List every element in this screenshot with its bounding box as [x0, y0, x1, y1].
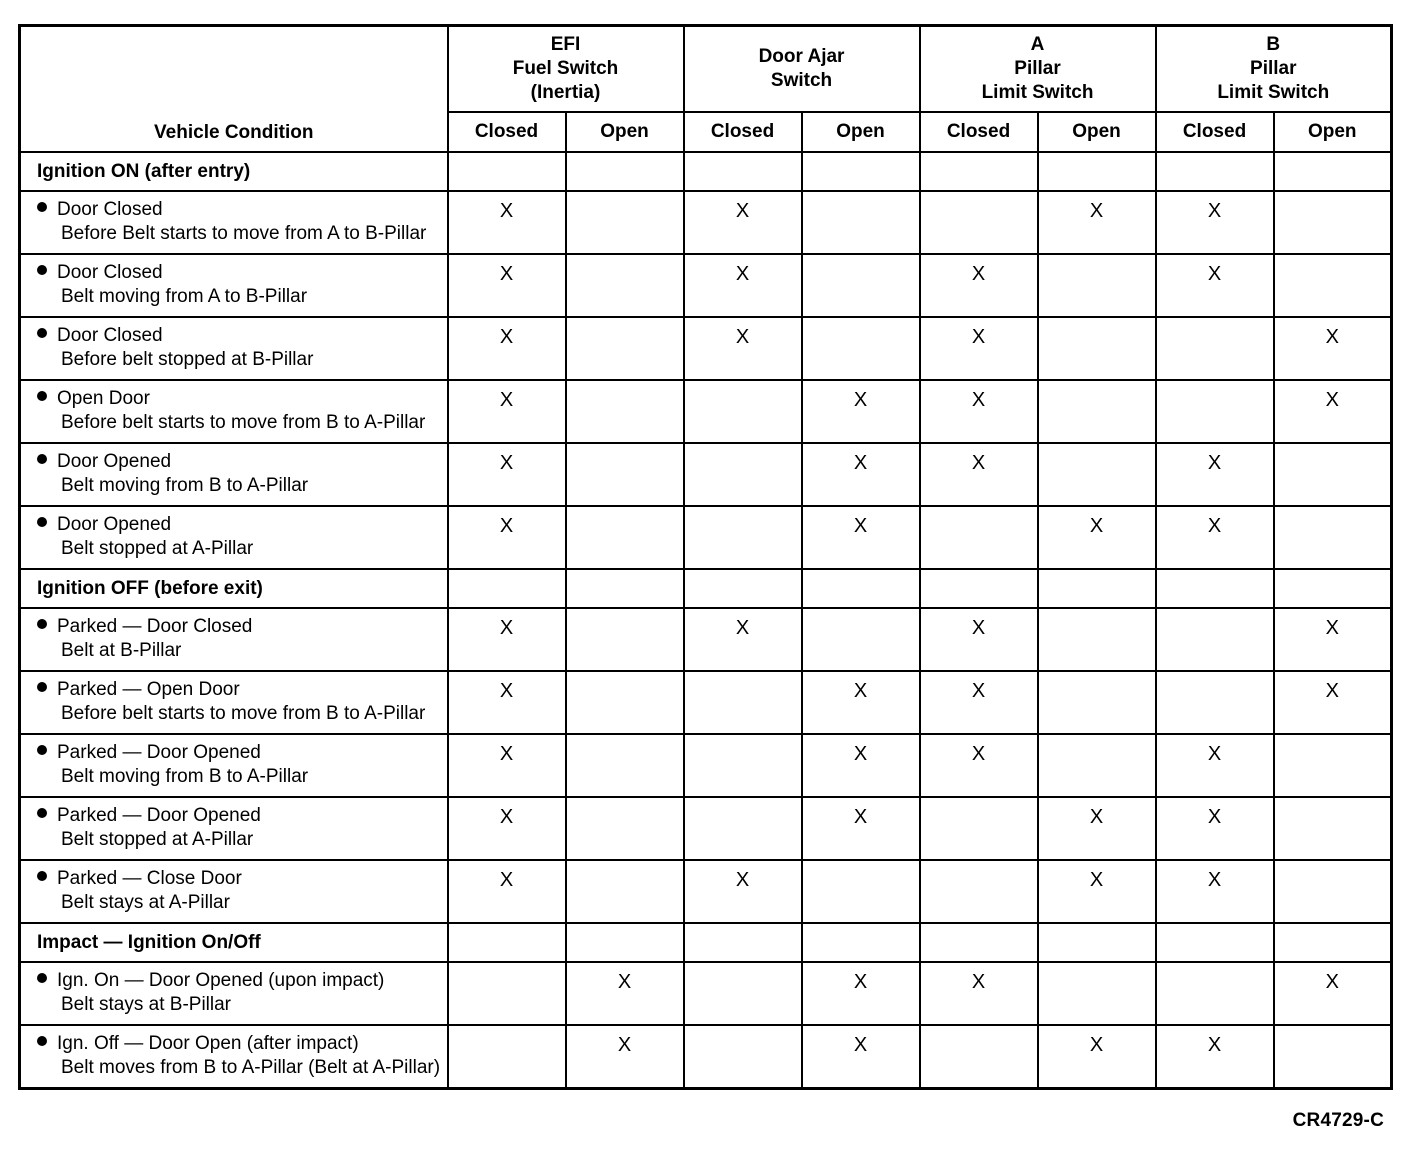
- x-mark: X: [448, 797, 566, 860]
- condition-secondary: Belt stays at A-Pillar: [61, 892, 230, 913]
- empty-cell: [566, 860, 684, 923]
- x-mark: X: [684, 254, 802, 317]
- x-mark: X: [1274, 608, 1392, 671]
- condition-secondary: Before belt stopped at B-Pillar: [61, 349, 314, 370]
- empty-cell: [1274, 506, 1392, 569]
- empty-cell: [566, 734, 684, 797]
- empty-cell: [1274, 254, 1392, 317]
- x-mark: X: [684, 860, 802, 923]
- bullet-icon: [37, 871, 47, 881]
- condition-primary: [37, 615, 443, 639]
- empty-cell: [1156, 608, 1274, 671]
- header-line: Pillar: [1250, 58, 1297, 79]
- condition-cell: [20, 317, 448, 380]
- empty-cell: [448, 1025, 566, 1089]
- section-title: Impact — Ignition On/Off: [20, 923, 448, 962]
- efi-fuel-switch-header: [448, 26, 684, 113]
- x-mark: X: [448, 860, 566, 923]
- table-body: [20, 152, 1392, 1089]
- x-mark: X: [566, 962, 684, 1025]
- condition-secondary: Belt at B-Pillar: [61, 640, 182, 661]
- x-mark: X: [920, 608, 1038, 671]
- x-mark: X: [920, 317, 1038, 380]
- condition-cell: [20, 254, 448, 317]
- header-line: A: [1030, 34, 1045, 55]
- door-ajar-switch-header: [684, 26, 920, 113]
- empty-cell: [802, 608, 920, 671]
- empty-cell: [1156, 380, 1274, 443]
- bullet-icon: [37, 454, 47, 464]
- condition-secondary: Belt stopped at A-Pillar: [61, 829, 254, 850]
- condition-primary-text: Door Closed: [57, 199, 163, 220]
- bullet-icon: [37, 745, 47, 755]
- x-mark: X: [1274, 317, 1392, 380]
- condition-primary: [37, 387, 443, 411]
- empty-cell: [1274, 797, 1392, 860]
- bullet-icon: [37, 202, 47, 212]
- x-mark: X: [1274, 380, 1392, 443]
- condition-primary-text: Parked — Close Door: [57, 868, 242, 889]
- x-mark: X: [802, 734, 920, 797]
- condition-cell: [20, 962, 448, 1025]
- empty-cell: [566, 380, 684, 443]
- bullet-icon: [37, 517, 47, 527]
- empty-cell: [802, 152, 920, 191]
- condition-primary-text: Ign. On — Door Opened (upon impact): [57, 970, 385, 991]
- condition-cell: [20, 734, 448, 797]
- empty-cell: [920, 569, 1038, 608]
- x-mark: X: [566, 1025, 684, 1089]
- condition-primary: [37, 969, 443, 993]
- bullet-icon: [37, 1036, 47, 1046]
- x-mark: X: [802, 962, 920, 1025]
- x-mark: X: [1156, 506, 1274, 569]
- x-mark: X: [448, 191, 566, 254]
- empty-cell: [1038, 152, 1156, 191]
- empty-cell: [566, 152, 684, 191]
- table-row: [20, 797, 1392, 860]
- empty-cell: [1156, 569, 1274, 608]
- empty-cell: [684, 797, 802, 860]
- condition-secondary: Before belt starts to move from B to A-Pillar: [61, 703, 426, 724]
- x-mark: X: [802, 380, 920, 443]
- empty-cell: [566, 671, 684, 734]
- empty-cell: [684, 506, 802, 569]
- empty-cell: [1038, 608, 1156, 671]
- empty-cell: [1156, 962, 1274, 1025]
- empty-cell: [684, 671, 802, 734]
- condition-primary: [37, 804, 443, 828]
- empty-cell: [566, 443, 684, 506]
- empty-cell: [1274, 191, 1392, 254]
- condition-primary: [37, 198, 443, 222]
- a-pillar-limit-switch-header: [920, 26, 1156, 113]
- condition-primary: [37, 741, 443, 765]
- empty-cell: [920, 1025, 1038, 1089]
- empty-cell: [566, 797, 684, 860]
- open-header: Open: [1038, 112, 1156, 152]
- empty-cell: [1038, 380, 1156, 443]
- condition-cell: [20, 1025, 448, 1089]
- empty-cell: [1038, 569, 1156, 608]
- empty-cell: [448, 152, 566, 191]
- condition-secondary: Belt moving from B to A-Pillar: [61, 766, 309, 787]
- condition-secondary: Before belt starts to move from B to A-Pillar: [61, 412, 426, 433]
- x-mark: X: [1274, 962, 1392, 1025]
- x-mark: X: [684, 191, 802, 254]
- x-mark: X: [920, 671, 1038, 734]
- condition-cell: [20, 860, 448, 923]
- condition-primary-text: Door Closed: [57, 325, 163, 346]
- x-mark: X: [802, 506, 920, 569]
- empty-cell: [1274, 734, 1392, 797]
- bullet-icon: [37, 973, 47, 983]
- condition-cell: [20, 191, 448, 254]
- table-row: [20, 1025, 1392, 1089]
- section-row: [20, 923, 1392, 962]
- empty-cell: [566, 191, 684, 254]
- x-mark: X: [1274, 671, 1392, 734]
- condition-primary-text: Parked — Door Closed: [57, 616, 253, 637]
- x-mark: X: [684, 608, 802, 671]
- empty-cell: [684, 1025, 802, 1089]
- x-mark: X: [1038, 191, 1156, 254]
- empty-cell: [448, 923, 566, 962]
- empty-cell: [1038, 962, 1156, 1025]
- x-mark: X: [448, 443, 566, 506]
- closed-header: Closed: [920, 112, 1038, 152]
- empty-cell: [1038, 671, 1156, 734]
- empty-cell: [802, 317, 920, 380]
- condition-cell: [20, 380, 448, 443]
- x-mark: X: [920, 254, 1038, 317]
- x-mark: X: [1156, 797, 1274, 860]
- section-row: [20, 569, 1392, 608]
- condition-primary: [37, 324, 443, 348]
- empty-cell: [1156, 671, 1274, 734]
- x-mark: X: [1156, 734, 1274, 797]
- header-line: B: [1266, 34, 1281, 55]
- table-row: [20, 317, 1392, 380]
- vehicle-condition-header: [20, 26, 448, 153]
- empty-cell: [1274, 1025, 1392, 1089]
- empty-cell: [802, 191, 920, 254]
- condition-cell: [20, 443, 448, 506]
- x-mark: X: [920, 380, 1038, 443]
- header-line: Limit Switch: [1217, 82, 1330, 103]
- condition-secondary: Before Belt starts to move from A to B-Pillar: [61, 223, 427, 244]
- header-line: (Inertia): [530, 82, 601, 103]
- empty-cell: [566, 923, 684, 962]
- empty-cell: [920, 797, 1038, 860]
- empty-cell: [1038, 317, 1156, 380]
- bullet-icon: [37, 808, 47, 818]
- condition-primary-text: Parked — Door Opened: [57, 805, 261, 826]
- empty-cell: [802, 569, 920, 608]
- empty-cell: [1274, 443, 1392, 506]
- x-mark: X: [920, 734, 1038, 797]
- x-mark: X: [684, 317, 802, 380]
- condition-primary: [37, 450, 443, 474]
- x-mark: X: [1038, 1025, 1156, 1089]
- empty-cell: [920, 191, 1038, 254]
- header-line: Pillar: [1014, 58, 1061, 79]
- empty-cell: [920, 152, 1038, 191]
- open-header: Open: [1274, 112, 1392, 152]
- x-mark: X: [448, 317, 566, 380]
- open-header: Open: [802, 112, 920, 152]
- vehicle-condition-label: Vehicle Condition: [154, 122, 314, 143]
- empty-cell: [1274, 923, 1392, 962]
- empty-cell: [1038, 254, 1156, 317]
- section-row: [20, 152, 1392, 191]
- condition-primary-text: Door Opened: [57, 514, 172, 535]
- bullet-icon: [37, 391, 47, 401]
- condition-primary: [37, 678, 443, 702]
- header-line: EFI: [550, 34, 581, 55]
- open-header: Open: [566, 112, 684, 152]
- condition-cell: [20, 506, 448, 569]
- empty-cell: [1038, 923, 1156, 962]
- table-row: [20, 380, 1392, 443]
- section-title: Ignition ON (after entry): [20, 152, 448, 191]
- header-line: Fuel Switch: [512, 58, 619, 79]
- x-mark: X: [1038, 506, 1156, 569]
- empty-cell: [448, 569, 566, 608]
- condition-primary-text: Open Door: [57, 388, 150, 409]
- x-mark: X: [1156, 254, 1274, 317]
- x-mark: X: [1156, 1025, 1274, 1089]
- closed-header: Closed: [448, 112, 566, 152]
- table-row: [20, 506, 1392, 569]
- x-mark: X: [1156, 191, 1274, 254]
- bullet-icon: [37, 265, 47, 275]
- condition-primary-text: Ign. Off — Door Open (after impact): [57, 1033, 359, 1054]
- empty-cell: [566, 254, 684, 317]
- header-line: Limit Switch: [981, 82, 1094, 103]
- condition-primary: [37, 867, 443, 891]
- empty-cell: [1274, 152, 1392, 191]
- empty-cell: [920, 506, 1038, 569]
- condition-primary: [37, 261, 443, 285]
- header-line: Switch: [770, 70, 833, 91]
- empty-cell: [802, 923, 920, 962]
- x-mark: X: [1038, 797, 1156, 860]
- condition-cell: [20, 671, 448, 734]
- table-row: [20, 860, 1392, 923]
- condition-primary: [37, 513, 443, 537]
- x-mark: X: [1038, 860, 1156, 923]
- x-mark: X: [448, 254, 566, 317]
- x-mark: X: [802, 443, 920, 506]
- empty-cell: [1156, 923, 1274, 962]
- empty-cell: [920, 860, 1038, 923]
- x-mark: X: [1156, 443, 1274, 506]
- b-pillar-limit-switch-header: [1156, 26, 1392, 113]
- condition-cell: [20, 608, 448, 671]
- condition-primary-text: Parked — Open Door: [57, 679, 240, 700]
- x-mark: X: [448, 380, 566, 443]
- empty-cell: [1156, 152, 1274, 191]
- empty-cell: [1274, 569, 1392, 608]
- condition-secondary: Belt moves from B to A-Pillar (Belt at A-Pillar): [61, 1057, 441, 1078]
- condition-cell: [20, 797, 448, 860]
- x-mark: X: [448, 671, 566, 734]
- x-mark: X: [920, 443, 1038, 506]
- condition-secondary: Belt stopped at A-Pillar: [61, 538, 254, 559]
- empty-cell: [684, 152, 802, 191]
- condition-secondary: Belt moving from B to A-Pillar: [61, 475, 309, 496]
- x-mark: X: [448, 506, 566, 569]
- bullet-icon: [37, 328, 47, 338]
- empty-cell: [1038, 734, 1156, 797]
- table-row: [20, 962, 1392, 1025]
- x-mark: X: [920, 962, 1038, 1025]
- table-row: [20, 443, 1392, 506]
- empty-cell: [1038, 443, 1156, 506]
- empty-cell: [1274, 860, 1392, 923]
- empty-cell: [684, 569, 802, 608]
- x-mark: X: [802, 671, 920, 734]
- closed-header: Closed: [1156, 112, 1274, 152]
- empty-cell: [566, 569, 684, 608]
- empty-cell: [566, 608, 684, 671]
- condition-primary: [37, 1032, 443, 1056]
- empty-cell: [684, 962, 802, 1025]
- condition-secondary: Belt stays at B-Pillar: [61, 994, 231, 1015]
- x-mark: X: [448, 608, 566, 671]
- empty-cell: [684, 734, 802, 797]
- x-mark: X: [802, 797, 920, 860]
- table-row: [20, 608, 1392, 671]
- condition-secondary: Belt moving from A to B-Pillar: [61, 286, 308, 307]
- closed-header: Closed: [684, 112, 802, 152]
- empty-cell: [684, 443, 802, 506]
- empty-cell: [802, 254, 920, 317]
- empty-cell: [920, 923, 1038, 962]
- x-mark: X: [1156, 860, 1274, 923]
- empty-cell: [684, 923, 802, 962]
- table-row: [20, 191, 1392, 254]
- section-title: Ignition OFF (before exit): [20, 569, 448, 608]
- empty-cell: [802, 860, 920, 923]
- empty-cell: [1156, 317, 1274, 380]
- x-mark: X: [448, 734, 566, 797]
- condition-primary-text: Door Opened: [57, 451, 172, 472]
- bullet-icon: [37, 682, 47, 692]
- table-row: [20, 254, 1392, 317]
- empty-cell: [566, 317, 684, 380]
- condition-primary-text: Parked — Door Opened: [57, 742, 261, 763]
- switch-status-table: [18, 24, 1393, 1090]
- header-line: Door Ajar: [758, 46, 845, 67]
- figure-code: CR4729-C: [1292, 1110, 1384, 1131]
- condition-primary-text: Door Closed: [57, 262, 163, 283]
- table-row: [20, 734, 1392, 797]
- empty-cell: [566, 506, 684, 569]
- empty-cell: [684, 380, 802, 443]
- bullet-icon: [37, 619, 47, 629]
- x-mark: X: [802, 1025, 920, 1089]
- table-row: [20, 671, 1392, 734]
- empty-cell: [448, 962, 566, 1025]
